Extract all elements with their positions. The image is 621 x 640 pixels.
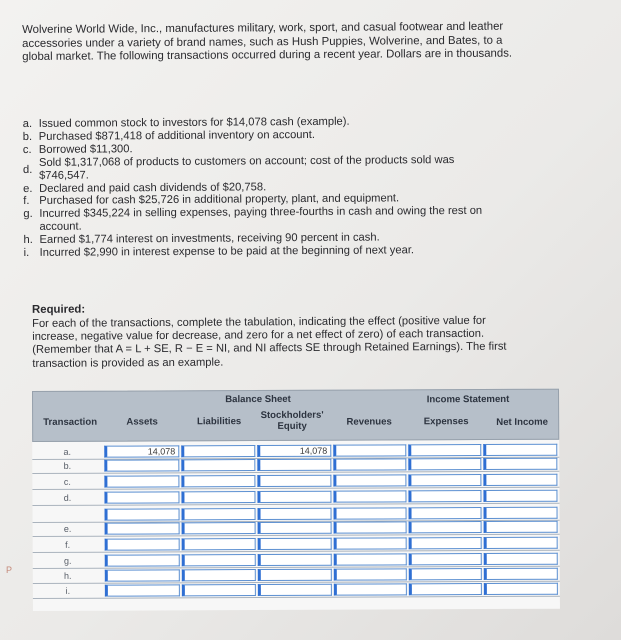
liabilities-input[interactable]: [182, 522, 256, 534]
revenues-input[interactable]: [333, 474, 406, 486]
transaction-item-i: i. Incurred $2,990 in interest expense to be paid at the beginning of next year.: [23, 244, 415, 260]
expenses-input[interactable]: [408, 444, 481, 456]
equity-input[interactable]: [258, 522, 332, 534]
revenues-input[interactable]: [333, 490, 406, 502]
liabilities-input[interactable]: [181, 459, 255, 471]
liabilities-input[interactable]: [182, 554, 256, 566]
header-transaction: Transaction: [43, 416, 98, 428]
net-income-input[interactable]: [484, 568, 558, 580]
table-row: [33, 536, 560, 553]
transaction-item-d: d. Sold $1,317,068 of products to customers on account; cost of the products sold was $746,547.: [22, 153, 455, 182]
expenses-input[interactable]: [409, 583, 482, 595]
liabilities-input[interactable]: [182, 538, 256, 550]
transaction-item-e: e. Declared and paid cash dividends of $20,758.: [23, 180, 267, 195]
required-section: [32, 301, 524, 372]
transaction-item-h: h. Earned $1,774 interest on investments, receiving 90 percent in cash.: [23, 231, 380, 247]
table-row: [32, 473, 559, 490]
balance-sheet-heading: Balance Sheet: [225, 393, 291, 406]
transaction-item-f: f. Purchased for cash $25,726 in additional property, plant, and equipment.: [23, 192, 400, 208]
liabilities-input[interactable]: [181, 491, 255, 503]
income-statement-heading: Income Statement: [426, 393, 510, 406]
transaction-item-g: g. Incurred $345,224 in selling expenses, paying three-fourths in cash and owing the rest on account.: [23, 205, 483, 234]
assets-input[interactable]: [104, 475, 179, 487]
expenses-input[interactable]: [409, 568, 482, 580]
equity-input[interactable]: [258, 538, 332, 550]
equity-input[interactable]: [258, 508, 332, 520]
header-net-income: Net Income: [496, 416, 549, 428]
row-transaction-label: f.: [65, 539, 71, 550]
intro-paragraph: Wolverine World Wide, Inc., manufactures military, work, sport, and casual footwear and leather accessories under a variety of brand names, such as Hush Puppies, Wolverine, and Bates, to a global market. The following transactions occurred during a recent year. Dollars are in thousands.: [22, 20, 513, 64]
table-row: [32, 489, 559, 506]
row-transaction-label: a.: [63, 446, 72, 457]
liabilities-input[interactable]: [182, 569, 256, 581]
revenues-input[interactable]: [333, 444, 406, 456]
table-row: [32, 457, 559, 474]
revenues-input[interactable]: [334, 537, 407, 549]
header-liabilities: Liabilities: [196, 416, 242, 428]
equity-input[interactable]: [258, 569, 332, 581]
expenses-input[interactable]: [408, 474, 481, 486]
transaction-item-a: a. Issued common stock to investors for $14,078 cash (example).: [22, 115, 350, 130]
required-text: For each of the transactions, complete the tabulation, indicating the effect (positive value for increase, negative value for decrease, and zero for a net effect of zero) of each transaction. (Remember that A = L + SE, R − E = NI, and NI affects SE through Retained Earnings). The first transaction is provided as an example.: [32, 314, 507, 370]
expenses-input[interactable]: [408, 458, 481, 470]
expenses-input[interactable]: [409, 537, 482, 549]
assets-input[interactable]: [104, 459, 179, 471]
expenses-input[interactable]: [409, 507, 482, 519]
liabilities-input[interactable]: [181, 445, 255, 457]
revenues-input[interactable]: [334, 521, 407, 533]
equity-input[interactable]: [257, 459, 331, 471]
expenses-input[interactable]: [409, 521, 482, 533]
transaction-item-b: b. Purchased $871,418 of additional inventory on account.: [22, 128, 315, 143]
row-transaction-label: h.: [64, 570, 72, 581]
net-income-input[interactable]: [484, 521, 558, 533]
equity-input[interactable]: [257, 475, 331, 487]
revenues-input[interactable]: [334, 583, 407, 595]
liabilities-input[interactable]: [182, 508, 256, 520]
expenses-input[interactable]: [409, 553, 482, 565]
row-transaction-label: d.: [63, 492, 72, 503]
table-row: [33, 520, 560, 537]
net-income-input[interactable]: [483, 458, 557, 470]
liabilities-input[interactable]: [181, 475, 255, 487]
assets-input[interactable]: [105, 554, 180, 566]
assets-input[interactable]: [105, 522, 180, 534]
header-expenses: Expenses: [423, 416, 469, 428]
net-income-input[interactable]: [484, 583, 558, 595]
equity-input[interactable]: [258, 584, 332, 596]
revenues-input[interactable]: [334, 553, 407, 565]
net-income-input[interactable]: [483, 444, 557, 456]
revenues-input[interactable]: [334, 507, 407, 519]
liabilities-input[interactable]: [182, 584, 256, 596]
assets-input[interactable]: [105, 538, 180, 550]
net-income-input[interactable]: [483, 474, 557, 486]
row-transaction-label: b.: [63, 460, 72, 471]
row-transaction-label: g.: [63, 555, 72, 566]
assets-input[interactable]: [105, 508, 180, 520]
net-income-input[interactable]: [484, 537, 558, 549]
margin-mark: P: [6, 565, 13, 575]
row-transaction-label: c.: [63, 476, 71, 487]
equity-input[interactable]: [258, 554, 332, 566]
row-transaction-label: e.: [63, 523, 72, 534]
net-income-input[interactable]: [483, 490, 557, 502]
transaction-item-c: c. Borrowed $11,300.: [22, 143, 133, 156]
required-label: Required:: [31, 303, 86, 316]
expenses-input[interactable]: [408, 490, 481, 502]
problem-page: [22, 20, 522, 370]
header-stockholders-equity: Stockholders' Equity: [260, 409, 324, 432]
assets-input[interactable]: [105, 584, 180, 596]
equity-input[interactable]: [257, 491, 331, 503]
net-income-input[interactable]: [484, 507, 558, 519]
table-header: [32, 389, 559, 442]
net-income-input[interactable]: [484, 553, 558, 565]
revenues-input[interactable]: [333, 458, 406, 470]
equity-input[interactable]: 14,078: [257, 445, 331, 457]
assets-input[interactable]: 14,078: [104, 445, 179, 457]
header-assets: Assets: [126, 416, 158, 428]
revenues-input[interactable]: [334, 568, 407, 580]
assets-input[interactable]: [105, 569, 180, 581]
transaction-list: [23, 115, 504, 260]
tabulation-table: [32, 389, 560, 611]
assets-input[interactable]: [104, 491, 179, 503]
row-transaction-label: i.: [65, 585, 71, 596]
header-revenues: Revenues: [346, 416, 392, 428]
table-row: [33, 582, 560, 599]
